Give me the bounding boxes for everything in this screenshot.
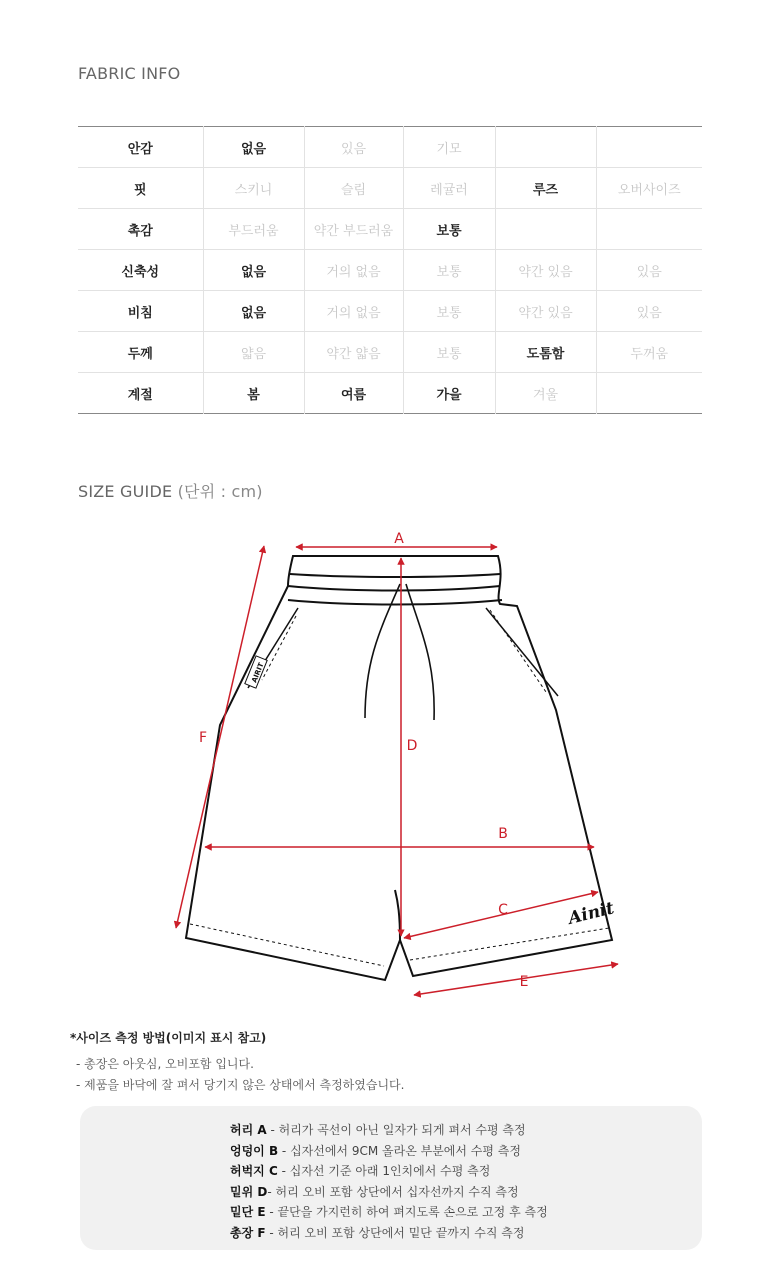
- guide-item: [230, 1161, 702, 1182]
- guide-item-key: 엉덩이 B: [230, 1143, 279, 1158]
- fabric-option-selected: 봄: [203, 373, 304, 414]
- fabric-option: [495, 127, 596, 168]
- guide-item-key: 총장 F: [230, 1225, 266, 1240]
- fabric-option: 보통: [403, 291, 495, 332]
- shorts-diagram: [0, 520, 780, 1020]
- fabric-row-label: 계절: [127, 387, 153, 403]
- fabric-option: 거의 없음: [304, 250, 403, 291]
- fabric-row-label: 핏: [78, 168, 203, 209]
- measure-note-1: - 총장은 아웃심, 오비포함 입니다.: [76, 1057, 254, 1071]
- label-e: E: [519, 974, 529, 990]
- fabric-row-label: 비침: [78, 291, 203, 332]
- fabric-option-selected: 루즈: [495, 168, 596, 209]
- guide-item-key: 허벅지 C: [230, 1164, 278, 1178]
- guide-item-text: - 허리 오비 포함 상단에서 밑단 끝까지 수직 측정: [265, 1225, 525, 1240]
- guide-item-key: 허리 A: [230, 1123, 267, 1137]
- size-guide-unit: (단위 : cm): [177, 482, 263, 501]
- fabric-row: [78, 168, 702, 209]
- fabric-option-selected: 없음: [203, 127, 304, 168]
- fabric-row-label: 안감: [78, 127, 203, 168]
- fabric-row-label: 신축성: [78, 250, 203, 291]
- label-c: C: [498, 902, 508, 918]
- guide-item-text: - 십자선에서 9CM 올라온 부분에서 수평 측정: [278, 1143, 521, 1158]
- fabric-option: [596, 127, 702, 168]
- shorts-outline: [186, 556, 612, 980]
- fabric-option: [596, 209, 702, 250]
- size-guide-heading: SIZE GUIDE: [78, 482, 173, 501]
- fabric-option: 있음: [596, 291, 702, 332]
- fabric-info-title: FABRIC INFO: [78, 64, 181, 83]
- fabric-option: 부드러움: [203, 209, 304, 250]
- fabric-option-selected: 없음: [203, 250, 304, 291]
- fabric-option: 약간 얇음: [304, 332, 403, 373]
- fabric-option: [596, 373, 702, 414]
- guide-item-text: - 십자선 기준 아래 1인치에서 수평 측정: [277, 1164, 491, 1178]
- fabric-option: 있음: [304, 127, 403, 168]
- guide-item: [230, 1182, 702, 1203]
- fabric-option: 약간 있음: [495, 250, 596, 291]
- fabric-option: 두꺼움: [596, 332, 702, 373]
- measurement-guide-box: [80, 1106, 702, 1250]
- fabric-row: [78, 250, 702, 291]
- fabric-option: 보통: [403, 250, 495, 291]
- fabric-option: 얇음: [203, 332, 304, 373]
- fabric-option: 약간 있음: [495, 291, 596, 332]
- label-f: F: [198, 730, 208, 746]
- fabric-row: [78, 332, 702, 373]
- guide-item: [230, 1120, 702, 1141]
- fabric-option: 스키니: [203, 168, 304, 209]
- fabric-option: 기모: [403, 127, 495, 168]
- fabric-option: 거의 없음: [304, 291, 403, 332]
- measurement-guide-list: [80, 1106, 702, 1243]
- fabric-option-selected: 도톰함: [495, 332, 596, 373]
- guide-item-text: - 끝단을 가지런히 하여 펴지도록 손으로 고정 후 측정: [265, 1205, 548, 1219]
- label-d: D: [406, 738, 418, 754]
- fabric-option: 슬림: [304, 168, 403, 209]
- fabric-info-table: [78, 126, 702, 414]
- fabric-option: 있음: [596, 250, 702, 291]
- label-a: A: [394, 531, 404, 547]
- fabric-option-selected: 없음: [203, 291, 304, 332]
- guide-item-key: 밑위 D: [230, 1184, 268, 1199]
- guide-item: [230, 1223, 702, 1244]
- fabric-option-selected: 보통: [403, 209, 495, 250]
- size-guide-title: [78, 479, 263, 502]
- tag-text: AIRIT: [250, 661, 266, 684]
- measure-note-2: - 제품을 바닥에 잘 펴서 당기지 않은 상태에서 측정하였습니다.: [76, 1078, 405, 1092]
- fabric-option: 보통: [403, 332, 495, 373]
- fabric-row: [78, 127, 702, 168]
- measure-method: [70, 1029, 404, 1096]
- fabric-row: [78, 291, 702, 332]
- fabric-option: 레귤러: [403, 168, 495, 209]
- measure-method-heading: *사이즈 측정 방법(이미지 표시 참고): [70, 1031, 267, 1045]
- fabric-option: 오버사이즈: [596, 168, 702, 209]
- label-b: B: [498, 826, 508, 842]
- fabric-option: 겨울: [495, 373, 596, 414]
- fabric-row-label: 두께: [78, 332, 203, 373]
- guide-item: [230, 1202, 702, 1223]
- guide-item: [230, 1141, 702, 1162]
- guide-item-text: - 허리가 곡선이 아닌 일자가 되게 펴서 수평 측정: [266, 1123, 526, 1137]
- fabric-option: 약간 부드러움: [304, 209, 403, 250]
- guide-item-text: - 허리 오비 포함 상단에서 십자선까지 수직 측정: [267, 1184, 519, 1199]
- fabric-row-label: 촉감: [78, 209, 203, 250]
- fabric-option: [495, 209, 596, 250]
- brand-logo: Ainit: [566, 898, 617, 929]
- fabric-option-selected: 가을: [403, 373, 495, 414]
- fabric-row: [78, 373, 702, 414]
- fabric-option-selected: 여름: [304, 373, 403, 414]
- guide-item-key: 밑단 E: [230, 1205, 266, 1219]
- fabric-row: [78, 209, 702, 250]
